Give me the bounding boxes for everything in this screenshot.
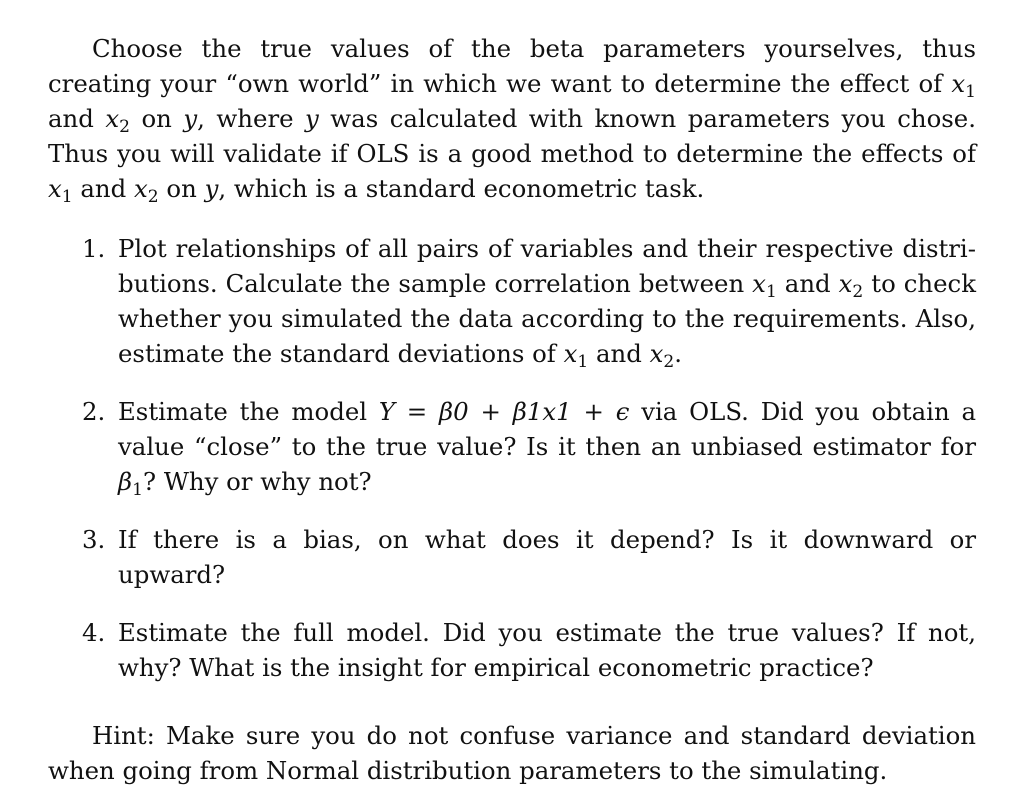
list-item-text: Estimate the model Y = β0 + β1x1 + ϵ via OLS. Did you obtain a value “close” to the true value? Is it then an unbiased estimator for $\beta_1$? Why or why not? xyxy=(118,397,977,501)
document-page xyxy=(48,31,976,788)
math-x1: $x_1$ xyxy=(48,174,73,208)
intro-text: on xyxy=(158,174,205,203)
math-x1: $x_1$ xyxy=(563,339,589,373)
list-item-number: 3. xyxy=(82,525,106,554)
math-x2: $x_2$ xyxy=(105,104,130,138)
list-item xyxy=(48,615,976,685)
math-beta1: $\beta_1$ xyxy=(118,467,143,501)
intro-text: , where xyxy=(197,104,306,133)
list-item-text: Plot relationships of all pairs of variables and their respective distributions. Calculate the sample correlation between $x_1$ and $x_2$ to check whether you simulated the data according to the requirements. Also, estimate the standard deviations of $x_1$ and $x_2$. xyxy=(118,234,976,373)
math-x1: $x_1$ xyxy=(951,69,976,103)
math-y: y xyxy=(183,104,198,133)
list-item xyxy=(48,522,976,592)
math-x2: $x_2$ xyxy=(649,339,675,373)
math-y: y xyxy=(305,104,319,133)
math-x2: $x_2$ xyxy=(134,174,159,208)
list-item-text: If there is a bias, on what does it depend? Is it downward or upward? xyxy=(118,525,976,589)
task-list xyxy=(48,231,976,685)
intro-text: , which is a standard econometric task. xyxy=(218,174,705,203)
math-y: y xyxy=(204,174,219,203)
list-item-number: 1. xyxy=(82,234,106,263)
intro-text: Choose the true values of the beta parameters yourselves, thus creating your “own world” in which we want to determine the effect of xyxy=(48,34,976,98)
list-item xyxy=(48,231,976,371)
list-item-text: Estimate the full model. Did you estimate the true values? If not, why? What is the insight for empirical econometric practice? xyxy=(118,618,976,682)
intro-text: and xyxy=(48,104,106,133)
math-x1: $x_1$ xyxy=(752,269,777,303)
intro-paragraph xyxy=(48,31,976,206)
intro-text: on xyxy=(130,104,184,133)
math-x2: $x_2$ xyxy=(838,269,864,303)
model-equation: Y = β0 + β1x1 + ϵ xyxy=(378,397,630,426)
hint-paragraph: Hint: Make sure you do not confuse variance and standard deviation when going from Normal distribution parameters to the simulating. xyxy=(48,721,976,785)
intro-text: was calculated with known parameters you chose. Thus you will validate if OLS is a good method to determine the effects of xyxy=(48,104,976,168)
list-item-number: 4. xyxy=(82,618,106,647)
list-item-number: 2. xyxy=(82,397,106,426)
intro-text: and xyxy=(72,174,135,203)
list-item xyxy=(48,394,976,499)
